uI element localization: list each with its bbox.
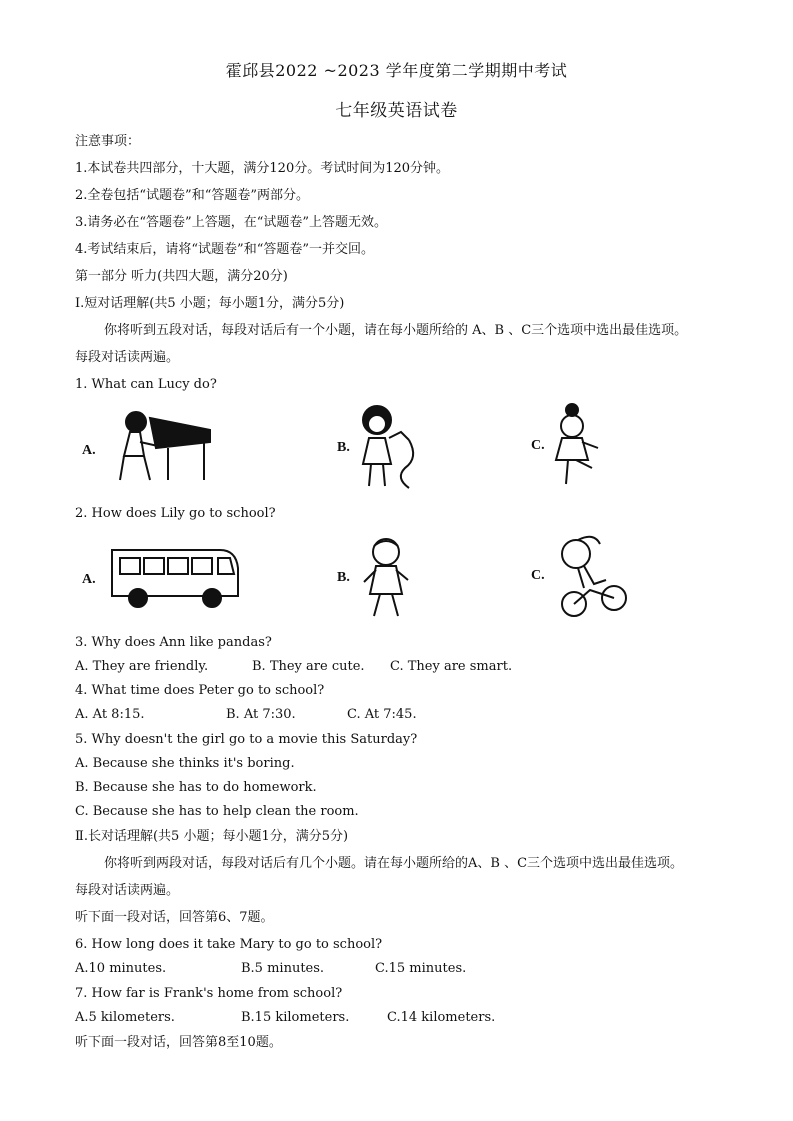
notice-heading: 注意事项： <box>75 134 141 149</box>
section1-instruction-cont: 每段对话读两遍。 <box>75 350 180 365</box>
dialogue-lead-2: 听下面一段对话，回答第8至10题。 <box>75 1035 282 1050</box>
question-7: 7. How far is Frank's home from school? <box>75 986 343 1001</box>
q5-option-c[interactable]: C. Because she has to help clean the room. <box>75 804 359 819</box>
q7-option-c[interactable]: C.14 kilometers. <box>387 1010 496 1025</box>
q6-option-a[interactable]: A.10 minutes. <box>75 961 167 976</box>
q3-option-c[interactable]: C. They are smart. <box>390 659 513 674</box>
section2-heading: Ⅱ.长对话理解(共5 小题；每小题1分，满分5分) <box>75 829 349 844</box>
q2-label-c[interactable]: C. <box>531 568 545 583</box>
notice-item: 2.全卷包括“试题卷”和“答题卷”两部分。 <box>75 188 309 203</box>
exam-title: 霍邱县2022 ~2023 学年度第二学期期中考试 <box>225 61 568 80</box>
q6-option-c[interactable]: C.15 minutes. <box>375 961 467 976</box>
q5-option-a[interactable]: A. Because she thinks it's boring. <box>75 756 295 771</box>
q4-option-b[interactable]: B. At 7:30. <box>226 707 296 722</box>
notice-item: 1.本试卷共四部分，十大题，满分120分。考试时间为120分钟。 <box>75 161 450 176</box>
q3-option-b[interactable]: B. They are cute. <box>252 659 365 674</box>
q7-option-b[interactable]: B.15 kilometers. <box>241 1010 350 1025</box>
section2-instruction-cont: 每段对话读两遍。 <box>75 883 180 898</box>
piano-player-image[interactable] <box>110 408 220 484</box>
part1-heading: 第一部分 听力(共四大题，满分20分) <box>75 269 288 284</box>
walking-girl-image[interactable] <box>360 536 412 620</box>
bus-image[interactable] <box>108 546 242 610</box>
cyclist-image[interactable] <box>554 534 628 618</box>
question-2: 2. How does Lily go to school? <box>75 506 276 521</box>
question-5: 5. Why doesn't the girl go to a movie this Saturday? <box>75 732 418 747</box>
notice-item: 4.考试结束后，请将“试题卷”和“答题卷”一并交回。 <box>75 242 374 257</box>
q4-option-c[interactable]: C. At 7:45. <box>347 707 417 722</box>
section1-instruction: 你将听到五段对话，每段对话后有一个小题，请在每小题所给的 A、B 、C三个选项中选出最佳选项。 <box>104 323 688 338</box>
q5-option-b[interactable]: B. Because she has to do homework. <box>75 780 317 795</box>
section1-heading: Ⅰ.短对话理解(共5 小题；每小题1分，满分5分) <box>75 296 345 311</box>
q6-option-b[interactable]: B.5 minutes. <box>241 961 325 976</box>
q2-label-a[interactable]: A. <box>82 572 96 587</box>
dancer-image[interactable] <box>552 402 602 486</box>
question-3: 3. Why does Ann like pandas? <box>75 635 272 650</box>
exam-subtitle: 七年级英语试卷 <box>335 101 458 121</box>
singer-image[interactable] <box>355 402 425 490</box>
question-1: 1. What can Lucy do? <box>75 377 217 392</box>
question-4: 4. What time does Peter go to school? <box>75 683 325 698</box>
q1-label-a[interactable]: A. <box>82 443 96 458</box>
q4-option-a[interactable]: A. At 8:15. <box>75 707 145 722</box>
section2-instruction: 你将听到两段对话，每段对话后有几个小题。请在每小题所给的A、B 、C三个选项中选出最佳选项。 <box>104 856 684 871</box>
q1-label-b[interactable]: B. <box>337 440 350 455</box>
q7-option-a[interactable]: A.5 kilometers. <box>75 1010 175 1025</box>
dialogue-lead-1: 听下面一段对话，回答第6、7题。 <box>75 910 274 925</box>
notice-item: 3.请务必在“答题卷”上答题，在“试题卷”上答题无效。 <box>75 215 387 230</box>
question-6: 6. How long does it take Mary to go to school? <box>75 937 383 952</box>
q3-option-a[interactable]: A. They are friendly. <box>75 659 209 674</box>
q2-label-b[interactable]: B. <box>337 570 350 585</box>
q1-label-c[interactable]: C. <box>531 438 545 453</box>
